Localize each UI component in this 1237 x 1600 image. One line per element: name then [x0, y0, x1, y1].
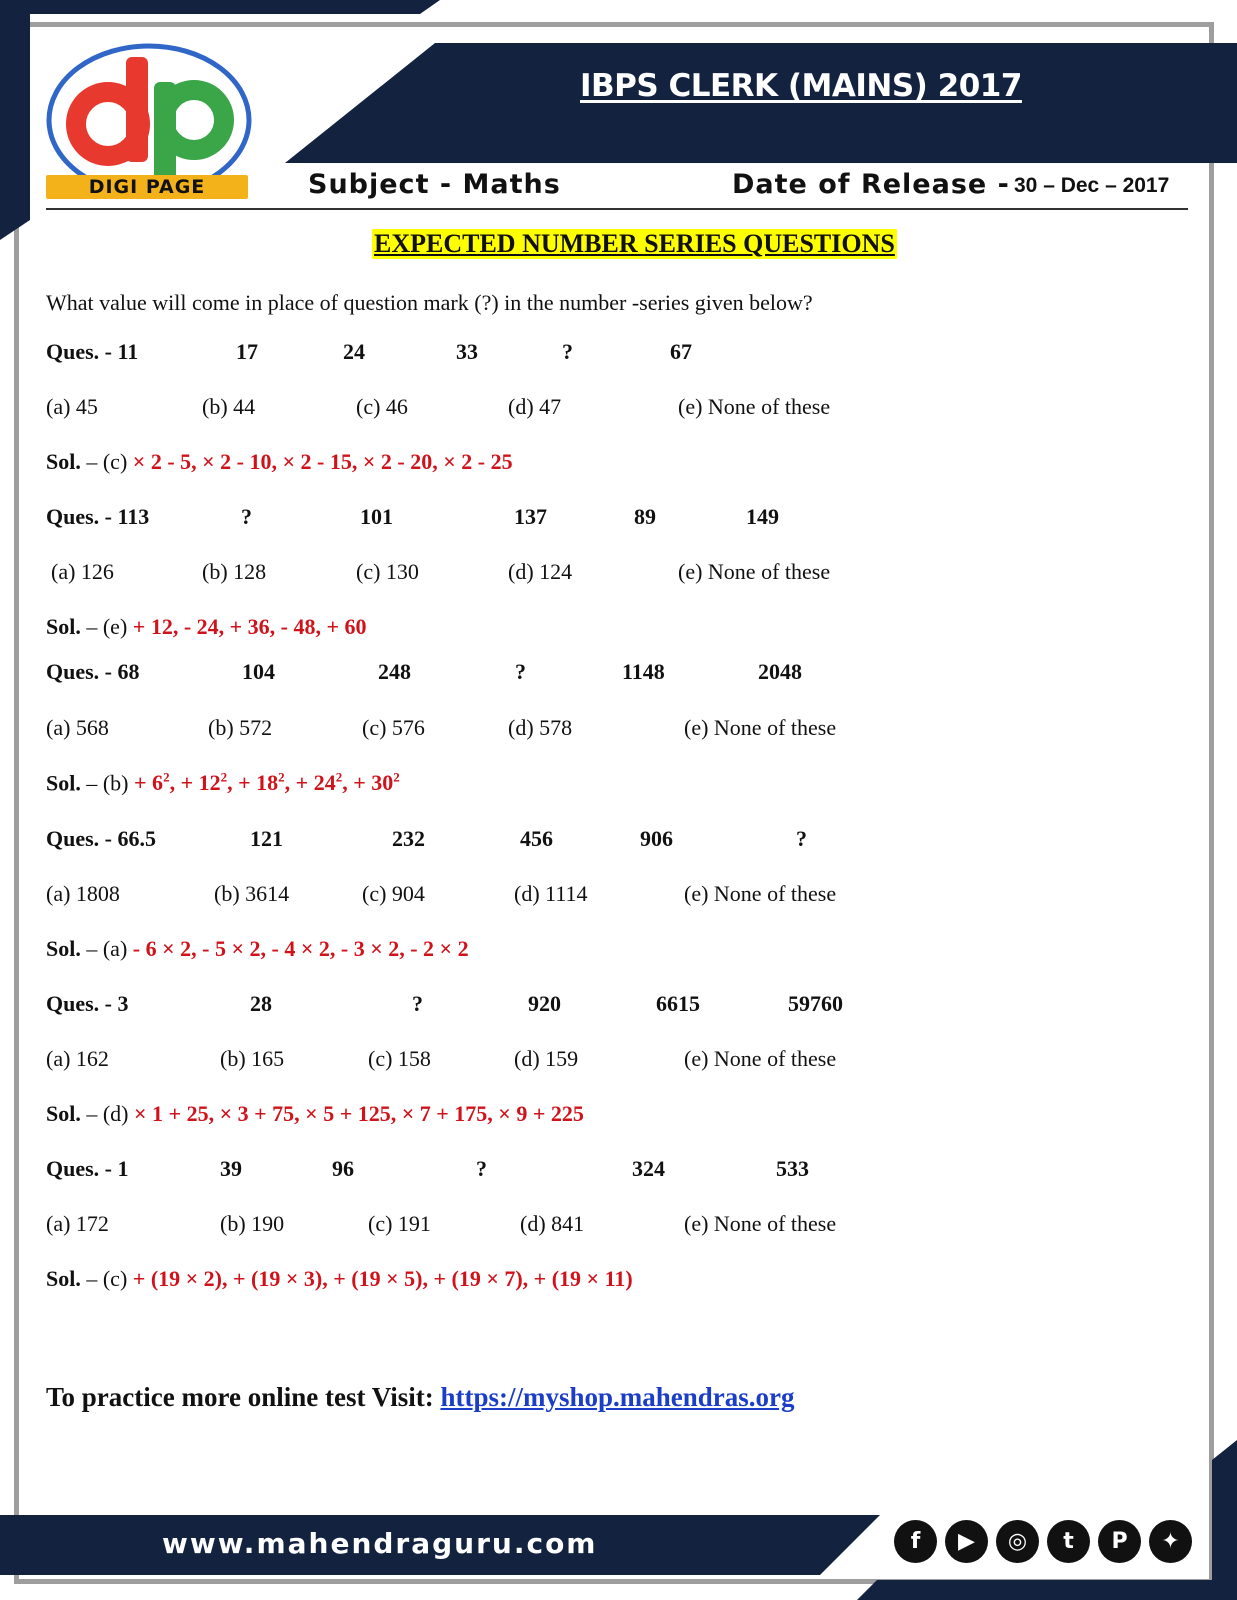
practice-link[interactable]: https://myshop.mahendras.org — [440, 1382, 795, 1412]
series-term: 24 — [343, 339, 365, 364]
solution — [46, 936, 469, 962]
series-term: 1148 — [622, 659, 665, 684]
option: (e) None of these — [684, 1211, 837, 1236]
options-row — [0, 715, 1237, 747]
solution-exponent: 2 — [163, 770, 170, 785]
option: (b) 190 — [220, 1211, 285, 1236]
header-divider — [46, 208, 1188, 210]
series-term: ? — [476, 1156, 487, 1181]
solution-answer: – (c) — [86, 449, 128, 474]
section-title: EXPECTED NUMBER SERIES QUESTIONS — [374, 229, 895, 258]
question-row — [0, 504, 1237, 536]
option: (a) 162 — [46, 1046, 109, 1071]
solution — [46, 449, 513, 475]
option: (b) 165 — [220, 1046, 285, 1071]
solution-term: + 6 — [134, 770, 164, 796]
option: (a) 172 — [46, 1211, 109, 1236]
series-term: 67 — [670, 339, 692, 364]
series-term: 456 — [520, 826, 553, 851]
question-row — [0, 991, 1237, 1023]
option: (e) None of these — [678, 394, 831, 419]
footer-website[interactable]: www.mahendraguru.com — [162, 1527, 598, 1560]
option: (b) 128 — [202, 559, 267, 584]
option: (c) 904 — [362, 881, 425, 906]
series-term: 28 — [250, 991, 272, 1016]
solution-exponent: 2 — [393, 770, 400, 785]
solution-term: , + 30 — [342, 770, 394, 796]
option: (b) 3614 — [214, 881, 290, 906]
solution — [46, 614, 367, 640]
series-term: 33 — [456, 339, 478, 364]
instagram-icon[interactable]: ◎ — [996, 1520, 1039, 1563]
series-term: 59760 — [788, 991, 843, 1016]
option: (c) 130 — [356, 559, 419, 584]
youtube-icon[interactable]: ▶ — [945, 1520, 988, 1563]
pinterest-icon[interactable]: P — [1098, 1520, 1141, 1563]
series-term: 101 — [360, 504, 393, 529]
option: (c) 576 — [362, 715, 425, 740]
option: (e) None of these — [684, 715, 837, 740]
android-icon[interactable]: ✦ — [1149, 1520, 1192, 1563]
question-row — [0, 826, 1237, 858]
solution-working: - 6 × 2, - 5 × 2, - 4 × 2, - 3 × 2, - 2 × 2 — [132, 936, 469, 961]
question-row — [0, 659, 1237, 691]
series-term: 533 — [776, 1156, 809, 1181]
option: (a) 126 — [51, 559, 114, 584]
solution-term: , + 18 — [227, 770, 279, 796]
series-term: 248 — [378, 659, 411, 684]
option: (a) 1808 — [46, 881, 120, 906]
twitter-icon[interactable]: t — [1047, 1520, 1090, 1563]
option: (d) 578 — [508, 715, 573, 740]
solution-label: Sol. — [46, 614, 81, 639]
solution-label: Sol. — [46, 449, 81, 474]
solution-answer: – (d) — [86, 1101, 129, 1126]
solution-row — [0, 614, 1237, 646]
solution-label: Sol. — [46, 770, 81, 796]
solution-answer: – (c) — [86, 1266, 128, 1291]
release-label: Date of Release - — [732, 169, 1010, 200]
solution-exponent: 2 — [335, 770, 343, 785]
solution-label: Sol. — [46, 1266, 81, 1291]
option: (c) 46 — [356, 394, 408, 419]
option: (b) 44 — [202, 394, 256, 419]
solution-working: + 12, - 24, + 36, - 48, + 60 — [132, 614, 367, 639]
options-row — [0, 1211, 1237, 1243]
solution-label: Sol. — [46, 936, 81, 961]
option: (d) 1114 — [514, 881, 588, 906]
question-row — [0, 339, 1237, 371]
solution-row — [0, 449, 1237, 481]
series-term: 104 — [242, 659, 275, 684]
option: (e) None of these — [684, 881, 837, 906]
option: (a) 45 — [46, 394, 98, 419]
option: (b) 572 — [208, 715, 273, 740]
series-term: 17 — [236, 339, 258, 364]
series-term: 96 — [332, 1156, 354, 1181]
question-label: Ques. - 1 — [46, 1156, 129, 1181]
solution-answer: – (e) — [86, 614, 128, 639]
solution-term: , + 24 — [284, 770, 336, 796]
series-term: 232 — [392, 826, 425, 851]
series-term: 906 — [640, 826, 673, 851]
question-label: Ques. - 3 — [46, 991, 129, 1016]
series-term: 2048 — [758, 659, 802, 684]
option: (d) 159 — [514, 1046, 579, 1071]
solution-row — [0, 770, 1237, 802]
release-date: 30 – Dec – 2017 — [1014, 174, 1170, 197]
question-row — [0, 1156, 1237, 1188]
series-term: 89 — [634, 504, 656, 529]
option: (d) 124 — [508, 559, 573, 584]
solution-row — [0, 1266, 1237, 1298]
solution-answer: – (b) — [86, 770, 129, 796]
question-label: Ques. - 11 — [46, 339, 139, 364]
instructions: What value will come in place of question mark (?) in the number -series given below? — [46, 290, 813, 315]
series-term: ? — [412, 991, 423, 1016]
solution-answer: – (a) — [86, 936, 128, 961]
series-term: 39 — [220, 1156, 242, 1181]
series-term: ? — [241, 504, 252, 529]
practice-text: To practice more online test Visit: — [46, 1382, 434, 1412]
solution-working: × 2 - 5, × 2 - 10, × 2 - 15, × 2 - 20, × 2 - 25 — [132, 449, 513, 474]
practice-note — [46, 1382, 795, 1413]
option: (e) None of these — [684, 1046, 837, 1071]
question-label: Ques. - 113 — [46, 504, 150, 529]
solution-working — [134, 770, 400, 795]
solution-working: + (19 × 2), + (19 × 3), + (19 × 5), + (19 × 7), + (19 × 11) — [132, 1266, 633, 1291]
series-term: 920 — [528, 991, 561, 1016]
options-row — [0, 394, 1237, 426]
question-label: Ques. - 68 — [46, 659, 140, 684]
series-term: 149 — [746, 504, 779, 529]
option: (c) 158 — [368, 1046, 431, 1071]
solution-term: , + 12 — [169, 770, 221, 796]
solution-label: Sol. — [46, 1101, 81, 1126]
series-term: 137 — [514, 504, 547, 529]
question-label: Ques. - 66.5 — [46, 826, 156, 851]
subject-label: Subject - Maths — [308, 169, 561, 200]
solution-row — [0, 1101, 1237, 1133]
option: (d) 47 — [508, 394, 562, 419]
solution-exponent: 2 — [220, 770, 228, 785]
exam-title: IBPS CLERK (MAINS) 2017 — [580, 68, 1022, 104]
social-icons — [894, 1520, 1192, 1566]
facebook-icon[interactable]: f — [894, 1520, 937, 1563]
series-term: ? — [515, 659, 526, 684]
solution-exponent: 2 — [278, 770, 285, 785]
options-row — [0, 1046, 1237, 1078]
series-term: ? — [796, 826, 807, 851]
solution-working: × 1 + 25, × 3 + 75, × 5 + 125, × 7 + 175, × 9 + 225 — [134, 1101, 584, 1126]
series-term: 6615 — [656, 991, 700, 1016]
series-term: ? — [562, 339, 573, 364]
solution — [46, 1266, 633, 1292]
options-row — [0, 881, 1237, 913]
option: (c) 191 — [368, 1211, 431, 1236]
series-term: 324 — [632, 1156, 665, 1181]
series-term: 121 — [250, 826, 283, 851]
solution — [46, 770, 400, 796]
options-row — [0, 559, 1237, 591]
option: (e) None of these — [678, 559, 831, 584]
option: (d) 841 — [520, 1211, 585, 1236]
brand-badge: DIGI PAGE — [46, 175, 248, 199]
solution-row — [0, 936, 1237, 968]
solution — [46, 1101, 584, 1127]
option: (a) 568 — [46, 715, 109, 740]
